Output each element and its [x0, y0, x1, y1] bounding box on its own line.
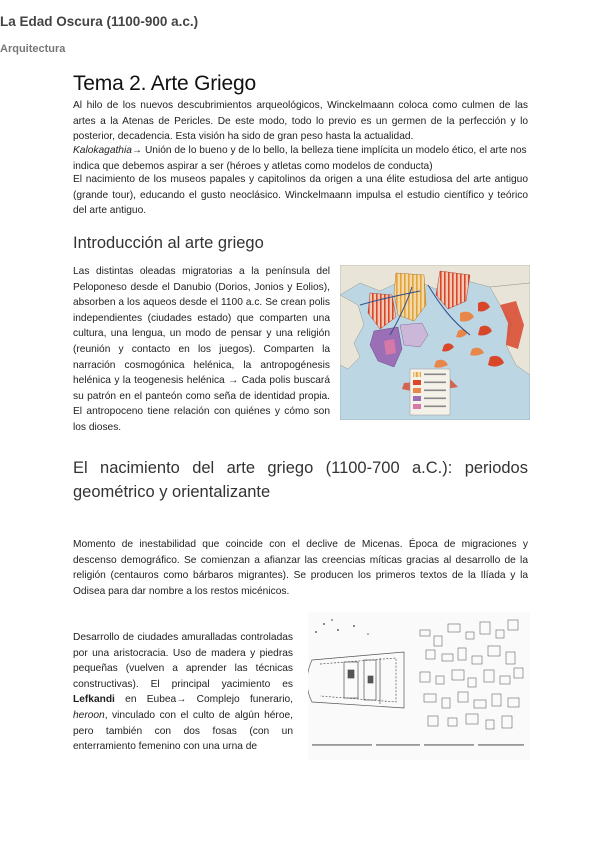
kalokagathia-term: Kalokagathia [73, 145, 132, 156]
architecture-body [73, 630, 293, 755]
subsection-heading-dark-age: La Edad Oscura (1100-900 a.c.) [0, 13, 199, 29]
section-heading-birth: El nacimiento del arte griego (1100-700 a.C.): periodos geométrico y orientalizante [73, 459, 528, 501]
architecture-text-c: , vinculado con el culto de algún héroe, pero también con dos fosas (con un enterramiento femenino con una urna de [73, 709, 293, 753]
kalokagathia-definition: → Unión de lo bueno y de lo bello, la belleza tiene implícita un modelo ético, el arte nos indica que debemos aspirar a ser (héroes y atletas como modelos de conducta) [73, 145, 527, 172]
intro-paragraph-2 [73, 143, 528, 174]
page-title: Tema 2. Arte Griego [73, 72, 256, 95]
intro-body: Las distintas oleadas migratorias a la península del Peloponeso desde el Danubio (Dorios, Jonios y Eolios), absorben a los aqueos desde el 1100 a.c. Se crean polis independientes (ciudades estado) que comparten una cultura, una lengua, un modo de pensar y una religión (reunión y contacto en los juegos). Comparten la narración cosmogónica helénica, la antropogénesis helénica y la teogenesis helénica → Cada polis buscará su patrón en el panteón como seña de identidad propia. El antropoceno tiene relación con quiénes y cómo son los dioses. [73, 266, 330, 433]
intro-paragraph-1: Al hilo de los nuevos descubrimientos arqueológicos, Winckelmaann coloca como culmen de las artes a la Atenas de Pericles. De este modo, todo lo previo es un germen de la perfección y lo posterior, decadencia. Esta visión ha sido de gran peso hasta la actualidad. [73, 100, 528, 143]
dark-age-body: Momento de inestabilidad que coincide con el declive de Micenas. Época de migraciones y descenso demográfico. Se comienzan a afianzar las creencias míticas gracias al desarrollo de la religión (centauros como bárbaros migrantes). Se producen los primeros textos de la Ilíada y la Odisea para dar nombre a los restos micénicos. [73, 539, 528, 597]
architecture-text-b: en Eubea→ Complejo funerario, [114, 694, 293, 706]
heroon-term: heroon [73, 709, 105, 721]
lefkandi-site-plan [308, 612, 530, 760]
section-heading-intro: Introducción al arte griego [73, 234, 264, 252]
subsection-heading-architecture: Arquitectura [0, 43, 66, 56]
intro-paragraph-3: El nacimiento de los museos papales y capitolinos da origen a una élite estudiosa del arte antiguo (grande tour), educando el gusto neoclásico. Winckelmaann impulsa el estudio científico y teórico del arte antiguo. [73, 174, 528, 217]
lefkandi-term: Lefkandi [73, 694, 115, 706]
greece-migration-map [340, 265, 530, 420]
architecture-text-a: Desarrollo de ciudades amuralladas controladas por una aristocracia. Uso de madera y piedras pequeñas (vuelven a aprender las técnicas constructivas). El principal yacimiento es [73, 632, 293, 690]
